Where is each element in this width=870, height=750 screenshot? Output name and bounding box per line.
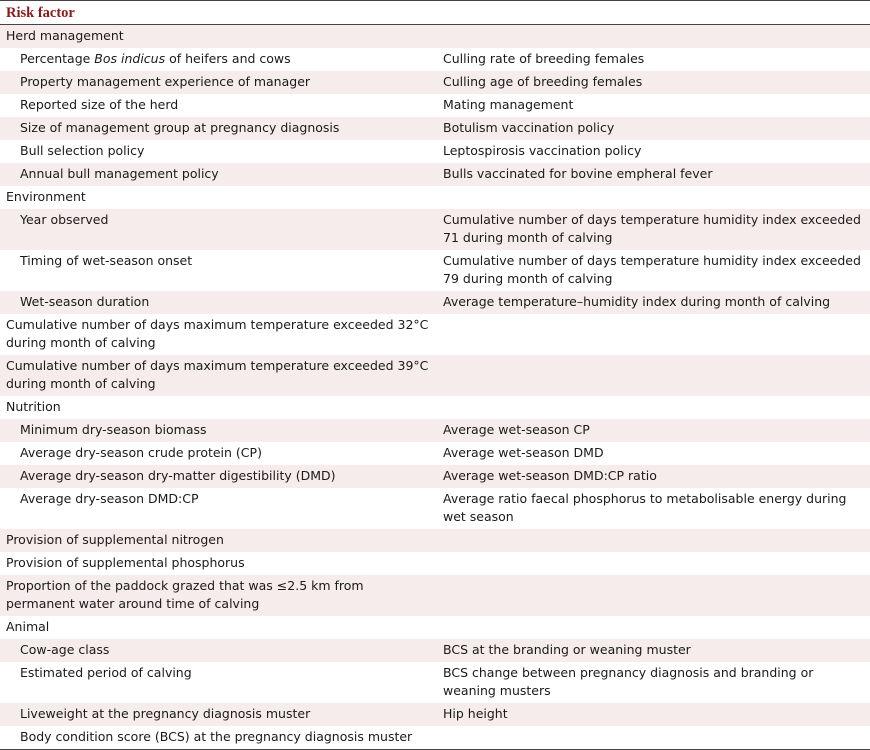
risk-factor-cell: Hip height [435,703,870,726]
risk-factor-cell: Average wet-season DMD [443,445,604,460]
table-header-row [0,1,870,25]
table-row [0,314,870,355]
risk-factor-cell [435,314,870,355]
table-row [0,71,870,94]
risk-factor-cell: Average temperature–humidity index during month of calving [435,291,870,314]
risk-factor-cell: Leptospirosis vaccination policy [443,143,642,158]
category-cell: Animal [6,619,50,634]
risk-factor-cell: Timing of wet-season onset [20,253,193,268]
risk-factor-cell: Body condition score (BCS) at the pregnancy diagnosis muster [0,726,435,750]
table-row [0,396,870,419]
risk-factor-cell: Average wet-season CP [435,419,870,442]
header-risk-factor: Risk factor [0,1,870,25]
table-row [0,355,870,396]
risk-factor-cell: Size of management group at pregnancy diagnosis [0,117,435,140]
risk-factor-cell: Minimum dry-season biomass [0,419,435,442]
category-cell: Cumulative number of days maximum temperature exceeded 39°C during month of calving [0,355,435,396]
table-row [0,616,870,639]
risk-factor-cell [435,552,870,575]
category-cell: Provision of supplemental phosphorus [6,555,245,570]
risk-factor-cell: Annual bull management policy [0,163,435,186]
risk-factor-cell: Bull selection policy [20,143,145,158]
risk-factor-cell [435,726,870,750]
category-cell: Cumulative number of days maximum temperature exceeded 32°C during month of calving [6,317,429,350]
risk-factor-cell: Mating management [443,97,574,112]
table-row [0,140,870,163]
risk-factor-cell: Botulism vaccination policy [435,117,870,140]
risk-factor-cell: Average dry-season dry-matter digestibility (DMD) [0,465,435,488]
table-body [0,25,870,750]
table-row [0,25,870,49]
category-cell: Nutrition [6,399,61,414]
risk-factor-cell [435,616,870,639]
risk-factor-cell: Bulls vaccinated for bovine empheral fever [435,163,870,186]
table-row [0,209,870,250]
cell-text: of heifers and cows [165,51,291,66]
table-row [0,250,870,291]
risk-factor-cell [435,575,870,616]
category-cell: Proportion of the paddock grazed that was ≤2.5 km from permanent water around time of calving [0,575,435,616]
table-row [0,442,870,465]
risk-factor-cell: Average wet-season DMD:CP ratio [435,465,870,488]
risk-factor-cell [435,355,870,396]
risk-factor-cell: Culling rate of breeding females [443,51,645,66]
risk-factor-cell: Average dry-season DMD:CP [20,491,199,506]
table-row [0,488,870,529]
risk-factor-cell [435,186,870,209]
risk-factor-cell: Cow-age class [0,639,435,662]
risk-factor-cell: Average dry-season crude protein (CP) [20,445,262,460]
category-cell: Herd management [0,25,435,49]
risk-factor-cell: Property management experience of manager [0,71,435,94]
risk-factor-cell: Cumulative number of days temperature humidity index exceeded 71 during month of calving [435,209,870,250]
risk-factor-cell: BCS change between pregnancy diagnosis and branding or weaning musters [443,665,814,698]
risk-factor-cell: Estimated period of calving [20,665,192,680]
risk-factor-cell: Reported size of the herd [20,97,179,112]
table-row [0,94,870,117]
category-cell: Provision of supplemental nitrogen [0,529,435,552]
risk-factor-cell: Liveweight at the pregnancy diagnosis muster [0,703,435,726]
cell-italic-text: Bos indicus [94,51,166,66]
risk-factor-cell: Average ratio faecal phosphorus to metabolisable energy during wet season [443,491,847,524]
risk-factor-cell: Wet-season duration [0,291,435,314]
risk-factor-cell [435,529,870,552]
table-row [0,529,870,552]
table-row [0,163,870,186]
table-row [0,726,870,750]
risk-factor-cell [435,396,870,419]
table-row [0,117,870,140]
table-row [0,639,870,662]
table-row [0,552,870,575]
table-row [0,465,870,488]
cell-text: Percentage [20,51,95,66]
category-cell: Environment [6,189,86,204]
risk-factor-cell [0,48,435,71]
table-row [0,186,870,209]
risk-factor-cell: Culling age of breeding females [435,71,870,94]
table-row [0,662,870,703]
table-row [0,48,870,71]
table-row [0,419,870,442]
risk-factor-cell: Cumulative number of days temperature humidity index exceeded 79 during month of calving [443,253,861,286]
table-row [0,291,870,314]
risk-factor-cell: Year observed [0,209,435,250]
risk-factor-cell: BCS at the branding or weaning muster [435,639,870,662]
table-row [0,575,870,616]
risk-factor-cell [435,25,870,49]
